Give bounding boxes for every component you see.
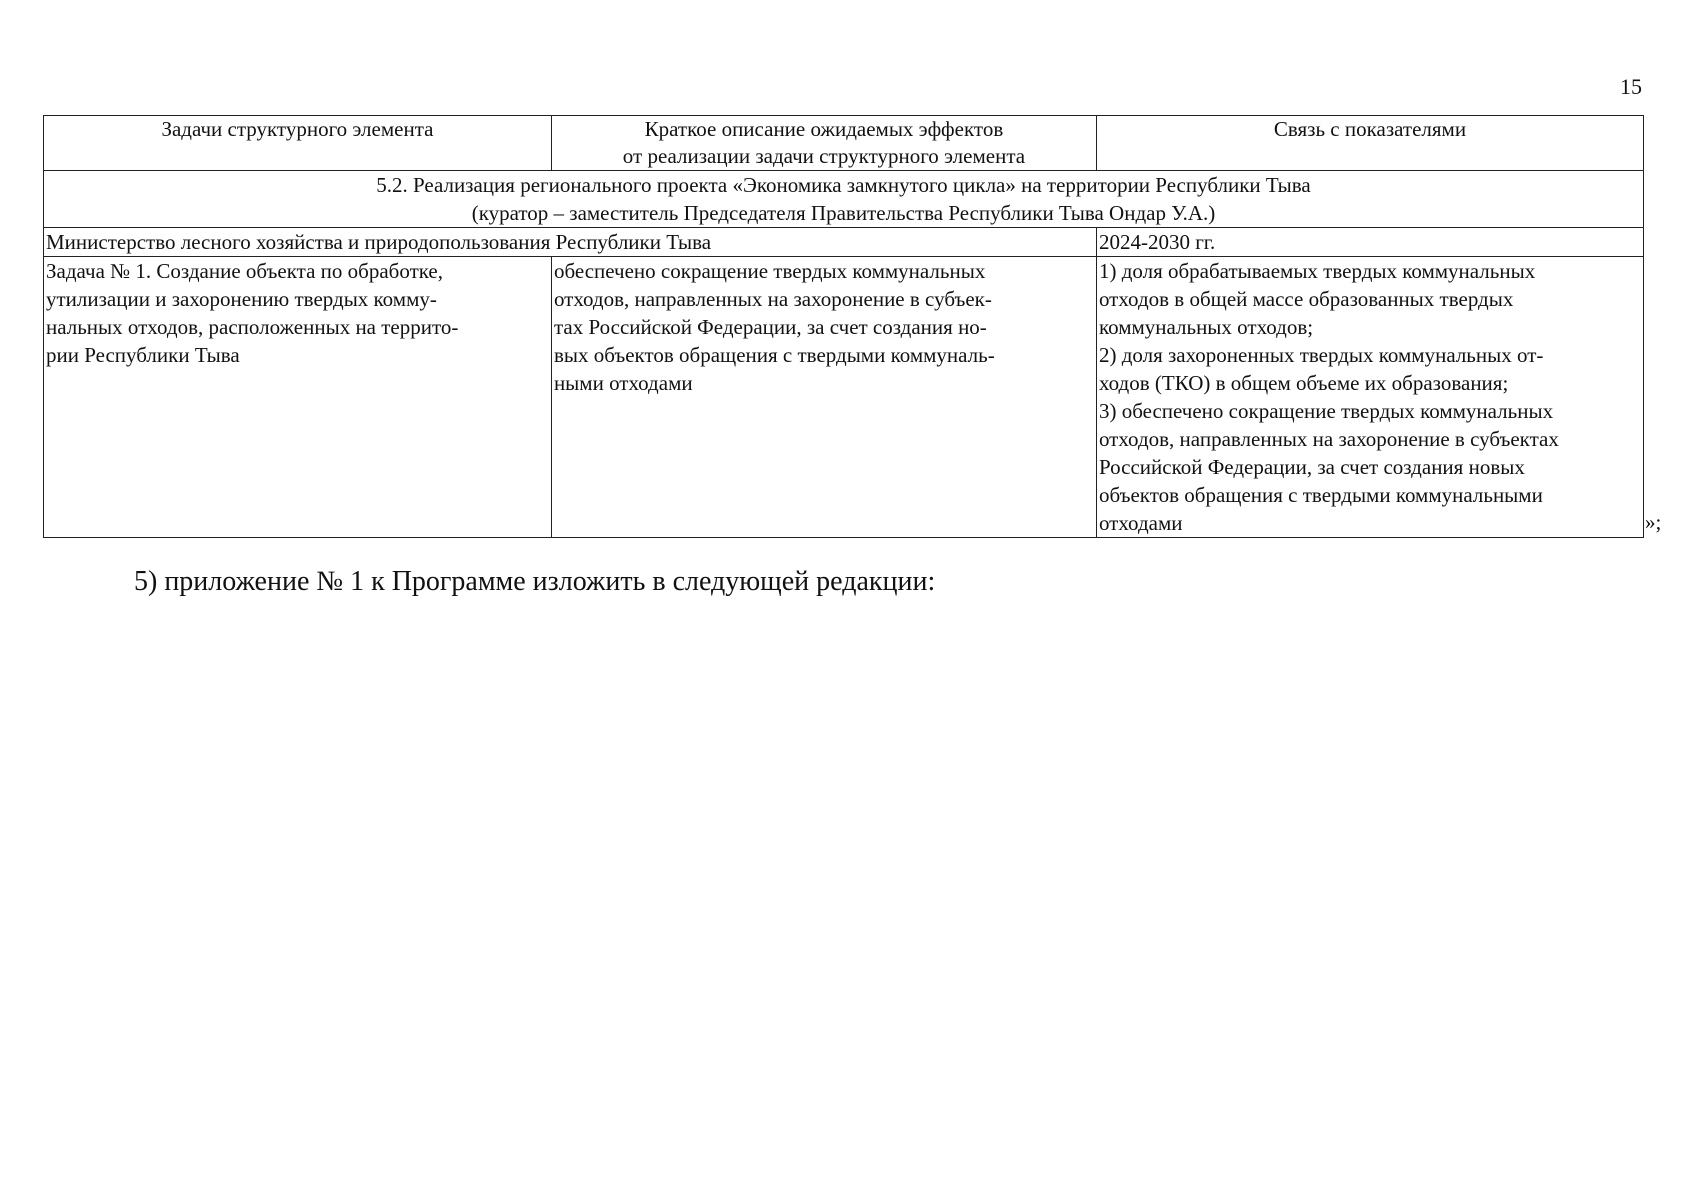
responsible-ministry: Министерство лесного хозяйства и природопользования Республики Тыва bbox=[44, 228, 1097, 257]
task-line: Задача № 1. Создание объекта по обработке, bbox=[46, 259, 444, 283]
header-effects bbox=[551, 116, 1096, 171]
effect-line: вых объектов обращения с твердыми коммуналь- bbox=[553, 343, 995, 367]
indicator-line: ходов (ТКО) в общем объеме их образования; bbox=[1098, 371, 1509, 395]
task-cell bbox=[44, 257, 552, 538]
indicator-line: коммунальных отходов; bbox=[1098, 315, 1314, 339]
indicator-line: Российской Федерации, за счет создания новых bbox=[1098, 455, 1525, 479]
indicator-line: отходов в общей массе образованных твердых bbox=[1098, 287, 1514, 311]
header-effects-line: от реализации задачи структурного элемента bbox=[622, 144, 1026, 168]
effect-line: тах Российской Федерации, за счет создания но- bbox=[553, 315, 987, 339]
page-number: 15 bbox=[1620, 74, 1642, 99]
indicator-cell bbox=[1096, 257, 1643, 538]
indicator-line: 1) доля обрабатываемых твердых коммунальных bbox=[1098, 259, 1536, 283]
section-title bbox=[44, 171, 1644, 228]
task-line: нальных отходов, расположенных на террито- bbox=[46, 315, 459, 339]
header-tasks bbox=[44, 116, 552, 171]
period: 2024-2030 гг. bbox=[1096, 228, 1643, 257]
effect-line: ными отходами bbox=[553, 371, 693, 395]
indicator-line: отходами bbox=[1098, 511, 1183, 535]
indicator-line: объектов обращения с твердыми коммунальными bbox=[1098, 483, 1543, 507]
amendment-paragraph: 5) приложение № 1 к Программе изложить в следующей редакции: bbox=[134, 566, 936, 597]
effect-cell bbox=[551, 257, 1096, 538]
header-indicators-text: Связь с показателями bbox=[1273, 117, 1467, 141]
indicator-line: 2) доля захороненных твердых коммунальных от- bbox=[1098, 343, 1544, 367]
closing-quote-mark: »; bbox=[1645, 510, 1662, 534]
program-table bbox=[43, 115, 1644, 538]
table-header-row bbox=[44, 116, 1644, 171]
section-title-line: 5.2. Реализация регионального проекта «Экономика замкнутого цикла» на территории Республики Тыва bbox=[376, 173, 1311, 197]
effect-line: отходов, направленных на захоронение в субъек- bbox=[553, 287, 992, 311]
section-title-row bbox=[44, 171, 1644, 228]
header-tasks-text: Задачи структурного элемента bbox=[161, 117, 434, 141]
header-indicators bbox=[1096, 116, 1643, 171]
indicator-line: отходов, направленных на захоронение в субъектах bbox=[1098, 427, 1559, 451]
effect-line: обеспечено сокращение твердых коммунальных bbox=[553, 259, 986, 283]
task-line: утилизации и захоронению твердых комму- bbox=[46, 287, 437, 311]
indicator-line: 3) обеспечено сокращение твердых коммунальных bbox=[1098, 399, 1554, 423]
section-curator-line: (куратор – заместитель Председателя Правительства Республики Тыва Ондар У.А.) bbox=[471, 201, 1216, 225]
header-effects-line: Краткое описание ожидаемых эффектов bbox=[644, 117, 1004, 141]
task-line: рии Республики Тыва bbox=[46, 343, 240, 367]
responsible-row bbox=[44, 228, 1644, 257]
table-row bbox=[44, 257, 1644, 538]
